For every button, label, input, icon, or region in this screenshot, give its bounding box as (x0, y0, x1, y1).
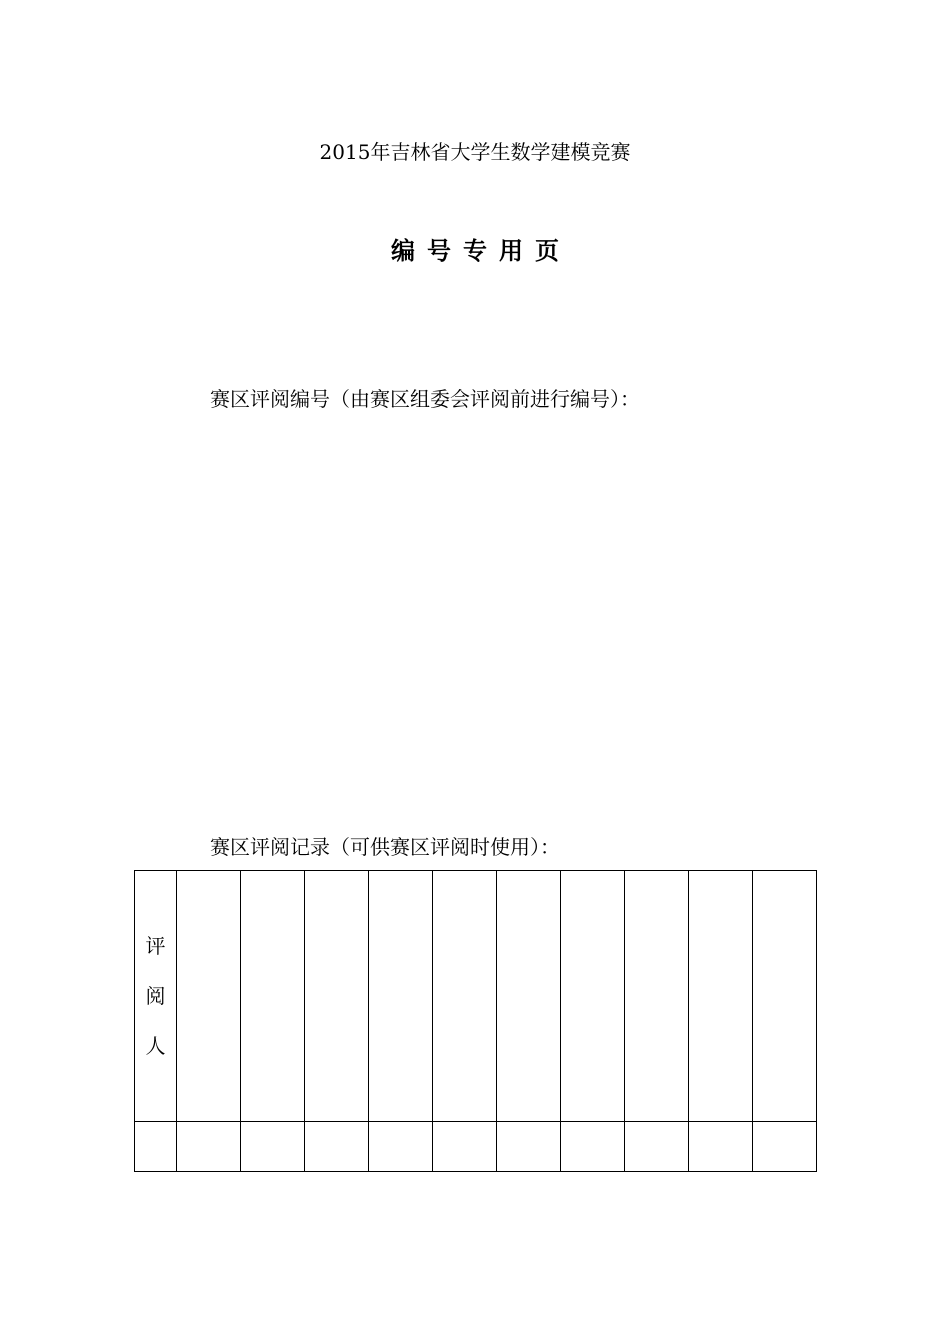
reviewer-header-char: 评 (145, 933, 166, 958)
score-cell[interactable] (689, 1121, 753, 1171)
review-number-label: 赛区评阅编号（由赛区组委会评阅前进行编号）： (210, 387, 640, 411)
review-record-label: 赛区评阅记录（可供赛区评阅时使用）： (210, 835, 560, 859)
reviewer-header-char: 阅 (145, 983, 166, 1008)
reviewer-cell[interactable] (497, 871, 561, 1122)
score-cell[interactable] (177, 1121, 241, 1171)
reviewer-cell[interactable] (625, 871, 689, 1122)
reviewer-cell[interactable] (305, 871, 369, 1122)
score-cell[interactable] (305, 1121, 369, 1171)
score-cell[interactable] (497, 1121, 561, 1171)
reviewer-cell[interactable] (241, 871, 305, 1122)
reviewer-header-char: 人 (145, 1033, 166, 1058)
score-cell[interactable] (433, 1121, 497, 1171)
page-heading: 编号专用页 (391, 236, 571, 265)
score-cell[interactable] (625, 1121, 689, 1171)
reviewer-cell[interactable] (369, 871, 433, 1122)
score-row (135, 1121, 817, 1171)
reviewer-row (135, 871, 817, 1122)
score-cell[interactable] (369, 1121, 433, 1171)
reviewer-cell[interactable] (753, 871, 817, 1122)
reviewer-cell[interactable] (689, 871, 753, 1122)
reviewer-cell[interactable] (433, 871, 497, 1122)
reviewer-cell[interactable] (177, 871, 241, 1122)
score-cell[interactable] (241, 1121, 305, 1171)
reviewer-header-cell (135, 871, 177, 1122)
contest-title: 2015年吉林省大学生数学建模竞赛 (319, 140, 631, 164)
review-record-table (134, 870, 817, 1172)
score-cell[interactable] (561, 1121, 625, 1171)
score-header-cell (135, 1121, 177, 1171)
score-cell[interactable] (753, 1121, 817, 1171)
reviewer-cell[interactable] (561, 871, 625, 1122)
